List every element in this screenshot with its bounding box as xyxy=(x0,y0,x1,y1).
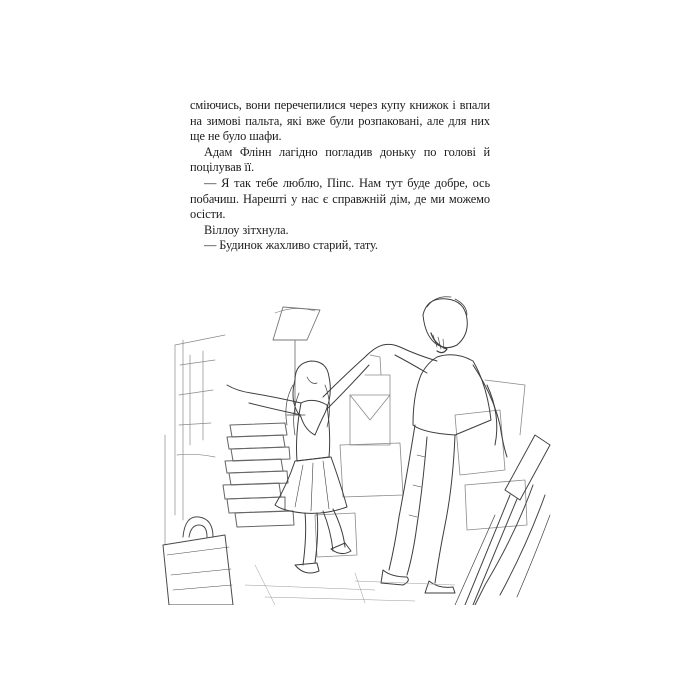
window-sketch xyxy=(165,335,225,545)
paragraph-5: — Будинок жахливо старий, тату. xyxy=(204,238,378,253)
floor-hatching xyxy=(245,565,455,605)
sketch-illustration xyxy=(155,285,555,605)
bag-sketch xyxy=(163,517,233,605)
girl-figure xyxy=(227,345,383,573)
page-text xyxy=(190,98,490,254)
paragraph-1: сміючись, вони перечепилися через купу книжок і впали на зимові пальта, які вже були розпаковані, але для них ще не було шафи. xyxy=(190,98,490,144)
broom-sketch xyxy=(455,435,550,605)
paragraph-3: — Я так тебе люблю, Піпс. Нам тут буде добре, ось побачиш. Нарешті у нас є справжній дім, де ми можемо осісти. xyxy=(190,175,490,222)
paragraph-4: Віллоу зітхнула. xyxy=(204,222,289,237)
paragraph-2: Адам Флінн лагідно погладив доньку по голові й поцілував її. xyxy=(190,144,490,175)
book-stack-sketch xyxy=(223,423,294,527)
